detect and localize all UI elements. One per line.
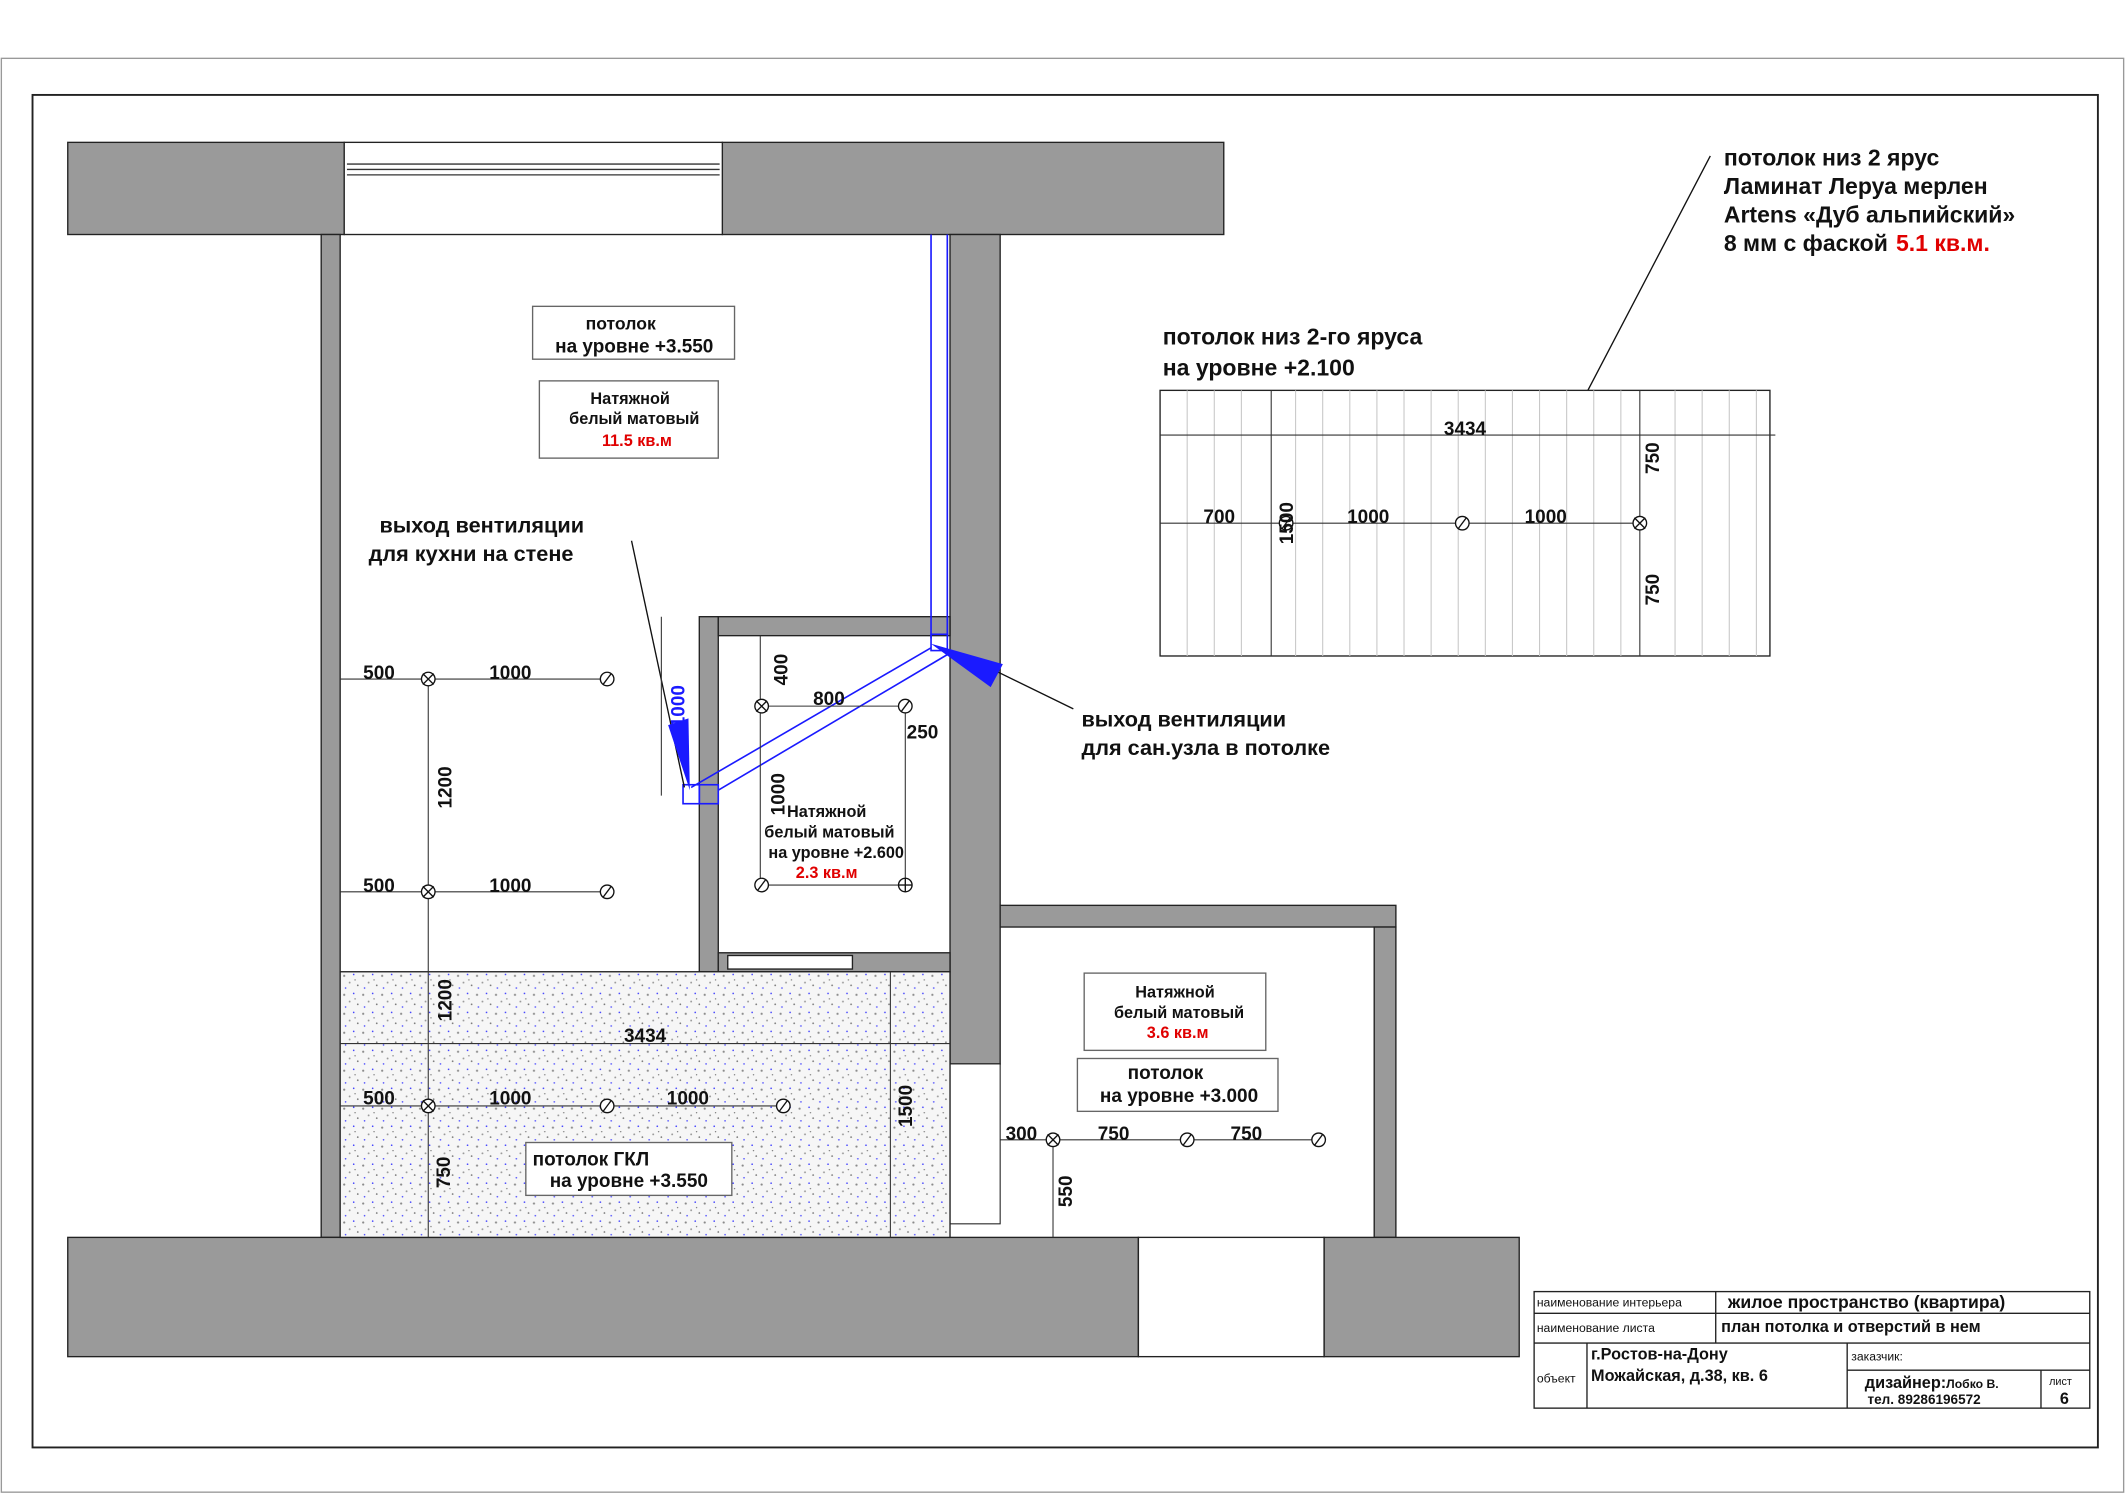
tb-sheet-no-label: лист [2049,1376,2072,1389]
tb-object-city: г.Ростов-на-Дону [1591,1345,1728,1364]
main-area: 11.5 кв.м [602,431,672,450]
window-top [344,142,722,234]
small-ceiling-1: потолок [1127,1062,1204,1084]
fixture-x [1046,1133,1060,1147]
fixture-slash [600,672,614,686]
fixture-slash [1312,1133,1326,1147]
fixture-slash [899,699,913,713]
fixture-x [421,885,435,899]
dim-small-550: 550 [1055,1175,1077,1208]
dim-tier2-1500: 1500 [1276,502,1298,545]
tier2-callout-2: Ламинат Леруа мерлен [1723,172,1988,199]
gkl-label-1: потолок ГКЛ [532,1149,650,1171]
main-type-1: Натяжной [590,389,670,408]
dim-gkl-1500: 1500 [896,1084,918,1128]
tier2-callout-area: 5.1 кв.м. [1895,229,1990,256]
dim-vent-1000: 1000 [668,685,690,728]
fixture-x [1633,516,1647,530]
dim-gkl-500: 500 [363,1088,395,1110]
dim-small-750-b: 750 [1230,1123,1263,1145]
tb-object-label: объект [1536,1371,1576,1386]
dim-bath-1000: 1000 [768,773,790,816]
fixture-slash [1456,516,1470,530]
dim-main-1000-row1: 1000 [489,663,532,685]
dim-tier2-1000-a: 1000 [1347,507,1390,529]
dim-main-500-row1: 500 [363,663,395,685]
dim-tier2-3434: 3434 [1443,419,1487,441]
dim-small-300: 300 [1005,1123,1038,1145]
tb-sheet-value: план потолка и отверстий в нем [1721,1318,1981,1337]
bath-area: 2.3 кв.м [795,864,858,883]
small-type-1: Натяжной [1135,983,1215,1002]
tier2-callout-4 [1724,230,1990,256]
fixture-slash [600,885,614,899]
tb-designer [1865,1374,1999,1392]
fixture-slash [777,1099,791,1113]
main-ceiling-label-1: потолок [585,313,656,334]
fixture-x [421,1099,435,1113]
main-ceiling-label-2: на уровне +3.550 [555,336,714,358]
fixture-slash [755,878,769,892]
tb-designer-name: Лобко В. [1946,1376,1999,1391]
tier2-title-2: на уровне +2.100 [1162,354,1355,381]
fixture-plus [899,878,913,892]
dim-main-500-row2: 500 [363,875,395,897]
tier2-callout-4-text: 8 мм с фаской [1723,229,1888,256]
gkl-label-2: на уровне +3.550 [549,1171,708,1193]
bath-type-1: Натяжной [786,803,867,822]
dim-tier2-1000-b: 1000 [1524,507,1567,529]
dim-small-750-a: 750 [1097,1123,1130,1145]
dim-main-1200-b: 1200 [435,979,457,1022]
vent-kitchen-label-2: для кухни на стене [368,541,574,567]
small-area: 3.6 кв.м [1146,1024,1209,1043]
tb-phone: тел. 89286196572 [1867,1392,1981,1408]
tb-interior-value: жилое пространство (квартира) [1727,1291,2006,1312]
bath-level: на уровне +2.600 [768,843,904,862]
bath-type-2: белый матовый [764,823,895,842]
tb-sheet-label: наименование листа [1536,1321,1655,1336]
door-opening-bottom [1138,1237,1324,1356]
tb-sheet-no: 6 [2059,1390,2069,1409]
dim-bath-250: 250 [906,722,939,744]
dim-bath-400: 400 [771,653,793,686]
tb-interior-label: наименование интерьера [1536,1295,1682,1310]
dim-tier2-750-b: 750 [1642,573,1664,606]
vent-bath-label-1: выход вентиляции [1081,706,1287,732]
vent-bath-label-2: для сан.узла в потолке [1081,734,1331,760]
tier2-callout-1: потолок низ 2 ярус [1723,144,1940,171]
tb-customer-label: заказчик: [1851,1349,1903,1364]
fixture-slash [1180,1133,1194,1147]
vent-kitchen-label-1: выход вентиляции [379,512,585,538]
dim-tier2-700: 700 [1203,507,1236,529]
dim-bath-800: 800 [813,688,845,710]
door-opening-bath [728,955,853,969]
dim-gkl-1000-a: 1000 [489,1088,532,1110]
door-opening-hall [950,1064,1000,1224]
fixture-slash [600,1099,614,1113]
leader-arrow-kitchen-vent [668,718,690,790]
tb-object-address: Можайская, д.38, кв. 6 [1591,1367,1768,1386]
small-type-2: белый матовый [1113,1003,1245,1022]
dim-main-1200-a: 1200 [435,766,457,809]
dim-gkl-750: 750 [433,1156,455,1189]
dim-gkl-3434: 3434 [623,1026,667,1048]
tb-designer-label: дизайнер: [1864,1373,1947,1392]
fixture-x [755,699,769,713]
dim-gkl-1000-b: 1000 [666,1088,709,1110]
tier2-callout-3: Artens «Дуб альпийский» [1723,201,2016,228]
main-type-2: белый матовый [569,410,700,429]
dim-tier2-750-a: 750 [1642,442,1664,474]
dim-main-1000-row2: 1000 [489,875,532,897]
fixture-x [421,672,435,686]
small-ceiling-2: на уровне +3.000 [1099,1085,1259,1107]
tier2-title-1: потолок низ 2-го яруса [1162,323,1423,350]
